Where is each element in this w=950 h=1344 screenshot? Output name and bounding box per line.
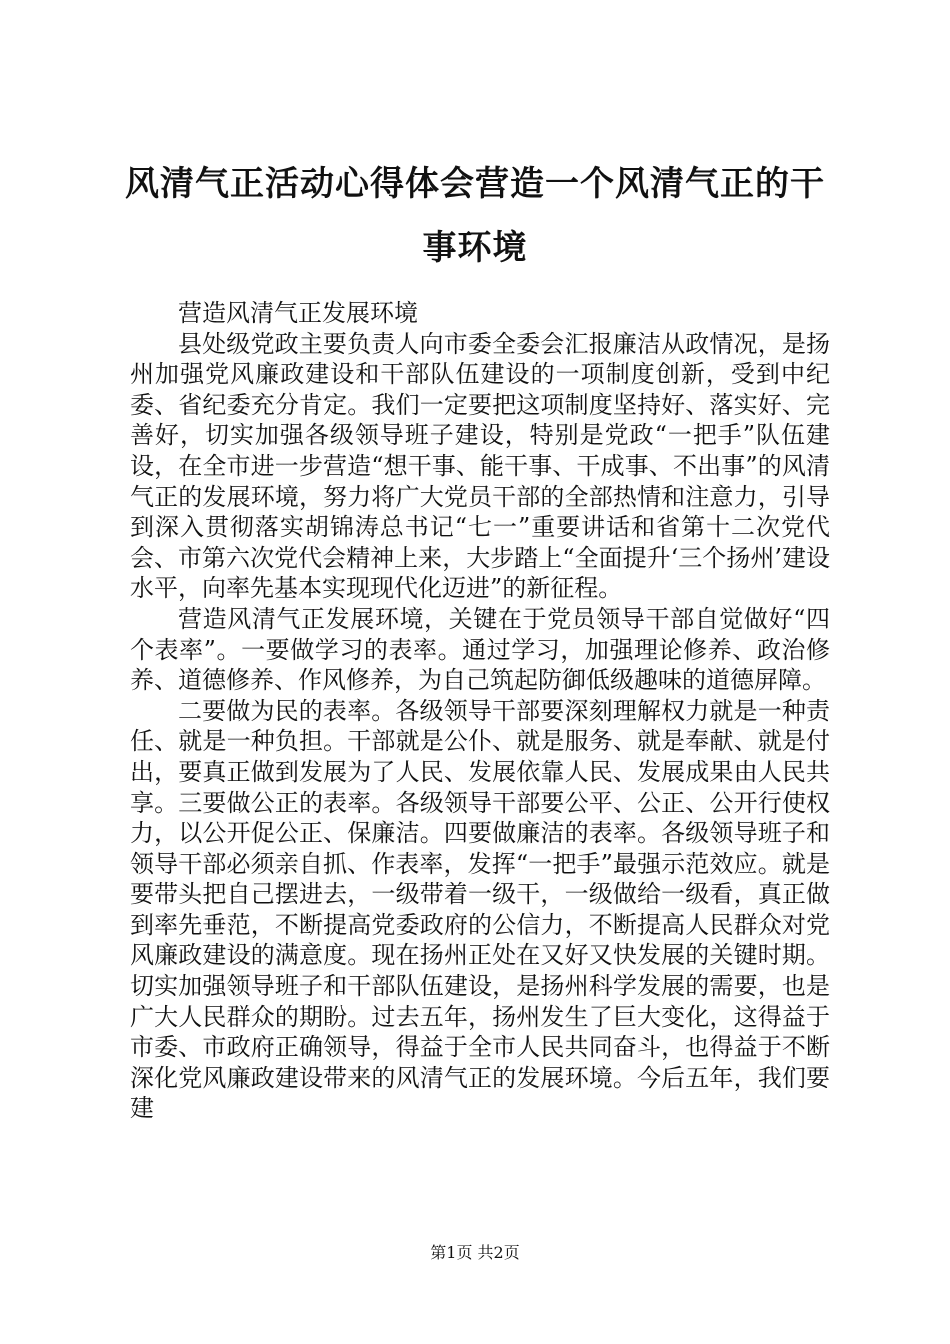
paragraph: 县处级党政主要负责人向市委全委会汇报廉洁从政情况，是扬州加强党风廉政建设和干部队伍建设的一项制度创新，受到中纪委、省纪委充分肯定。我们一定要把这项制度坚持好、落实好、完善好，切实加强各级领导班子建设，特别是党政“一把手”队伍建设，在全市进一步营造“想干事、能干事、干成事、不出事”的风清气正的发展环境，努力将广大党员干部的全部热情和注意力，引导到深入贯彻落实胡锦涛总书记“七一”重要讲话和省第十二次党代会、市第六次党代会精神上来，大步踏上“全面提升‘三个扬州’建设水平，向率先基本实现现代化迈进”的新征程。 xyxy=(130,329,830,603)
paragraph: 营造风清气正发展环境，关键在于党员领导干部自觉做好“四个表率”。一要做学习的表率。通过学习，加强理论修养、政治修养、道德修养、作风修养，为自己筑起防御低级趣味的道德屏障。 xyxy=(130,604,830,695)
document-title: 风清气正活动心得体会营造一个风清气正的干事环境 xyxy=(125,164,825,268)
document-body xyxy=(130,298,830,1124)
paragraph-subheading: 营造风清气正发展环境 xyxy=(178,299,418,327)
paragraph: 二要做为民的表率。各级领导干部要深刻理解权力就是一种责任、就是一种负担。干部就是公仆、就是服务、就是奉献、就是付出，要真正做到发展为了人民、发展依靠人民、发展成果由人民共享。三要做公正的表率。各级领导干部要公平、公正、公开行使权力，以公开促公正、保廉洁。四要做廉洁的表率。各级领导班子和领导干部必须亲自抓、作表率，发挥“一把手”最强示范效应。就是要带头把自己摆进去，一级带着一级干，一级做给一级看，真正做到率先垂范，不断提高党委政府的公信力，不断提高人民群众对党风廉政建设的满意度。现在扬州正处在又好又快发展的关键时期。切实加强领导班子和干部队伍建设，是扬州科学发展的需要，也是广大人民群众的期盼。过去五年，扬州发生了巨大变化，这得益于市委、市政府正确领导，得益于全市人民共同奋斗，也得益于不断深化党风廉政建设带来的风清气正的发展环境。今后五年，我们要建 xyxy=(130,696,830,1123)
page-number-footer: 第1页 共2页 xyxy=(430,1243,520,1262)
